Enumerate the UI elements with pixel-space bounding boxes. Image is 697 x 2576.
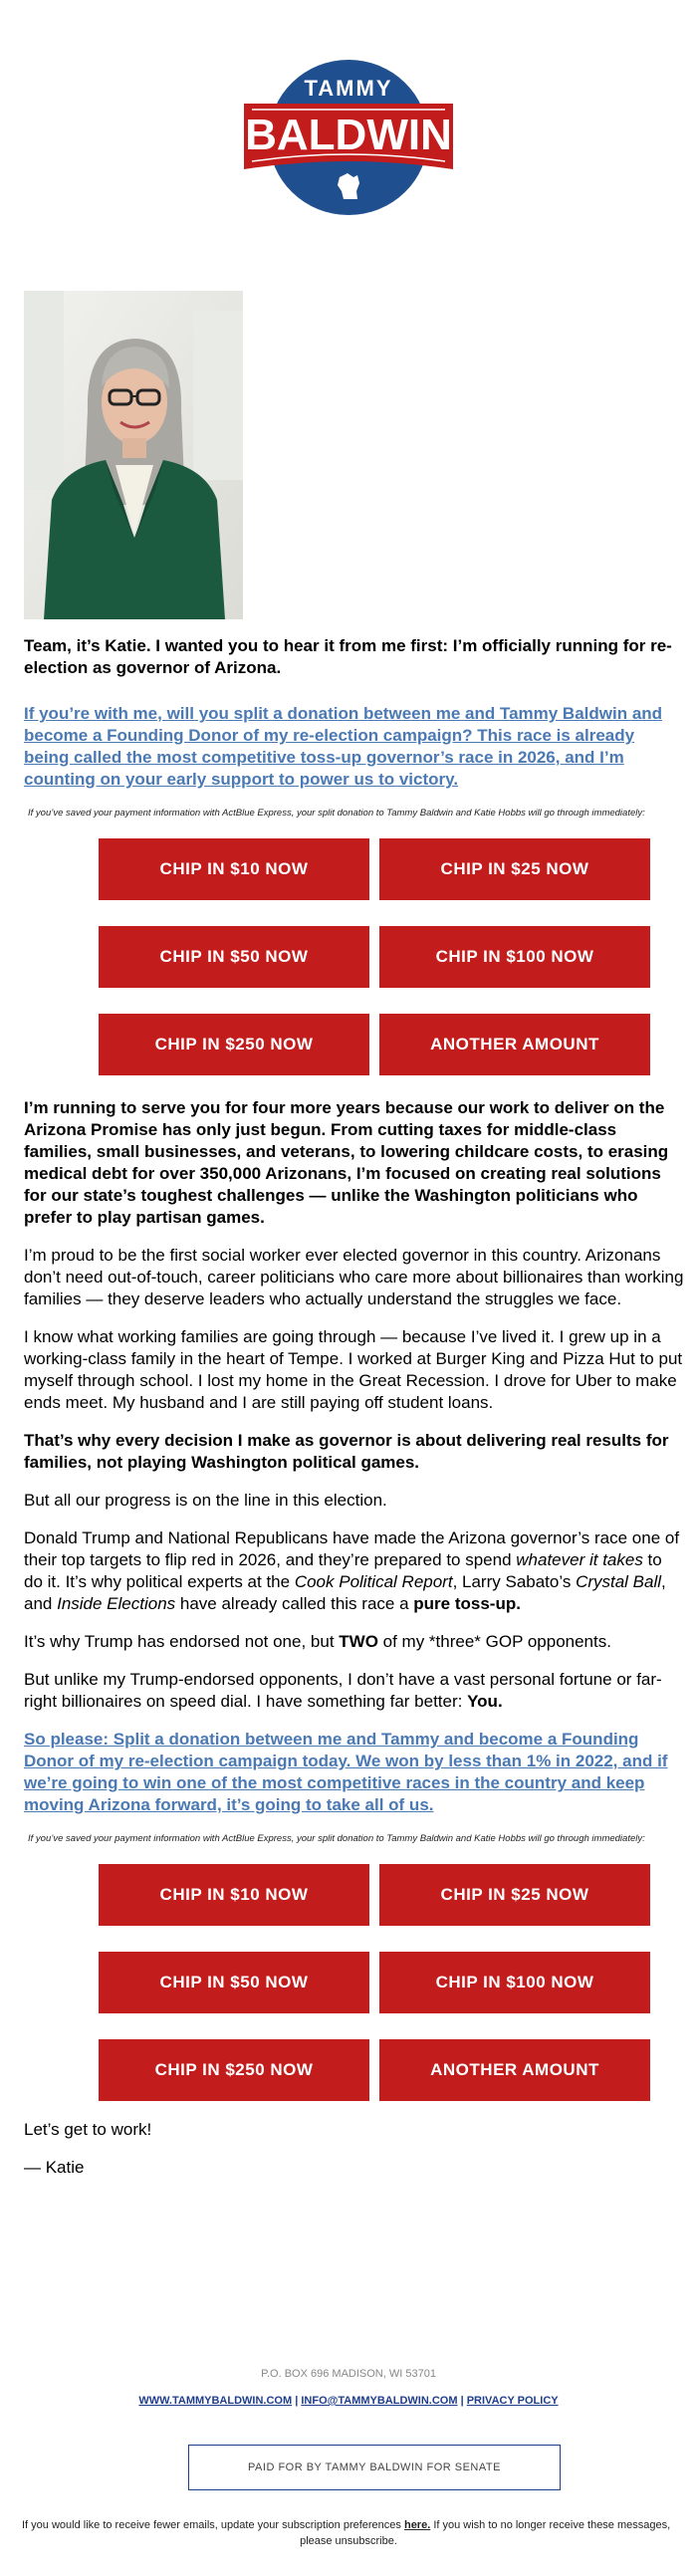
unlike-paragraph [24,1669,697,1713]
chip-in-25-button[interactable]: CHIP IN $25 NOW [379,1864,650,1926]
intro-paragraph [24,635,697,679]
chip-in-50-button[interactable]: CHIP IN $50 NOW [99,926,369,988]
unlike-line: But unlike my Trump-endorsed opponents, I don’t have a vast personal fortune or far- [24,1670,662,1689]
unlike-line: right billionaires on speed dial. I have something far better: You. [24,1692,503,1711]
proud-paragraph [24,1245,697,1310]
donation-buttons-2 [99,1864,650,2101]
another-amount-button[interactable]: ANOTHER AMOUNT [379,1014,650,1075]
donate-link-line[interactable]: counting on your early support to power us to victory. [24,770,459,789]
know-line: ends meet. My husband and I are still paying off student loans. [24,1393,494,1412]
progress-paragraph: But all our progress is on the line in this election. [24,1491,387,1510]
intro-line: Team, it’s Katie. I wanted you to hear it from me first: I’m officially running for re- [24,636,672,655]
trump-line: and Inside Elections have already called this race a pure toss-up. [24,1594,521,1613]
footer-separator: | [457,2395,467,2407]
chip-in-10-button[interactable]: CHIP IN $10 NOW [99,838,369,900]
logo-main-text: BALDWIN [245,111,452,159]
trump-line: Donald Trump and National Republicans have made the Arizona governor’s race one of [24,1528,680,1547]
serve-paragraph [24,1097,697,1229]
donate-link-line[interactable]: being called the most competitive toss-up governor’s race in 2026, and I’m [24,748,624,767]
serve-line: I’m running to serve you for four more years because our work to deliver on the [24,1098,665,1117]
donate-link-line[interactable]: If you’re with me, will you split a donation between me and Tammy Baldwin and [24,704,663,723]
serve-line: families, small businesses, and veterans, to lowering childcare costs, to erasing [24,1142,669,1161]
actblue-express-note: If you’ve saved your payment information with ActBlue Express, your split donation to Tammy Baldwin and Katie Hobbs will go through immediately: [28,808,645,819]
donate-link-line[interactable]: we’re going to win one of the most competitive races in the country and keep [24,1773,645,1792]
logo-top-text: TAMMY [304,76,393,101]
email-link[interactable]: INFO@TAMMYBALDWIN.COM [301,2395,458,2407]
why-line: That’s why every decision I make as governor is about delivering real results for [24,1431,669,1450]
donate-link-line[interactable]: So please: Split a donation between me and Tammy and become a Founding [24,1730,639,1749]
chip-in-50-button[interactable]: CHIP IN $50 NOW [99,1952,369,2013]
chip-in-100-button[interactable]: CHIP IN $100 NOW [379,1952,650,2013]
donate-link-line[interactable]: become a Founding Donor of my re-election campaign? This race is already [24,726,635,745]
katie-hobbs-photo [24,291,243,619]
donation-buttons [99,838,650,1075]
footer-links [0,2395,697,2407]
preferences-link[interactable]: here. [403,2519,431,2531]
chip-in-250-button[interactable]: CHIP IN $250 NOW [99,1014,369,1075]
donate-link-line[interactable]: Donor of my re-election campaign today. We won by less than 1% in 2022, and if [24,1752,668,1770]
serve-line: medical debt for over 350,000 Arizonans, I’m focused on creating real solutions [24,1164,661,1183]
chip-in-10-button[interactable]: CHIP IN $10 NOW [99,1864,369,1926]
unsubscribe-link[interactable]: please unsubscribe. [300,2535,397,2547]
email-body [24,635,697,2179]
know-paragraph [24,1326,697,1414]
privacy-policy-link[interactable]: PRIVACY POLICY [466,2395,559,2407]
actblue-express-note-2: If you’ve saved your payment information with ActBlue Express, your split donation to Tammy Baldwin and Katie Hobbs will go through immediately: [28,1833,645,1844]
know-line: working-class family in the heart of Tempe. I worked at Burger King and Pizza Hut to put [24,1349,683,1368]
another-amount-button[interactable]: ANOTHER AMOUNT [379,2039,650,2101]
signature: — Katie [24,2158,85,2177]
serve-line: for our state’s toughest challenges — unlike the Washington politicians who [24,1186,638,1205]
intro-line: election as governor of Arizona. [24,658,282,677]
proud-line: I’m proud to be the first social worker ever elected governor in this country. Arizonans [24,1246,661,1265]
footer-separator: | [292,2395,302,2407]
proud-line: families — they deserve leaders who actually understand the struggles we face. [24,1289,622,1308]
serve-line: prefer to play partisan games. [24,1208,265,1227]
serve-line: Arizona Promise has only just begun. From cutting taxes for middle-class [24,1120,617,1139]
chip-in-250-button[interactable]: CHIP IN $250 NOW [99,2039,369,2101]
ask-link-paragraph-2[interactable] [24,1729,697,1816]
trump-line: do it. It’s why political experts at the Cook Political Report, Larry Sabato’s Crystal Ball, [24,1572,666,1591]
paid-for-disclaimer: PAID FOR BY TAMMY BALDWIN FOR SENATE [188,2445,561,2490]
proud-line: don’t need out-of-touch, career politicians who care more about billionaires than working [24,1268,684,1287]
know-line: myself through school. I lost my home in the Great Recession. I drove for Uber to make [24,1371,677,1390]
trump-paragraph [24,1527,697,1615]
ask-link-paragraph[interactable] [24,703,697,791]
chip-in-25-button[interactable]: CHIP IN $25 NOW [379,838,650,900]
tammy-baldwin-logo[interactable] [244,58,453,217]
donate-link-line[interactable]: moving Arizona forward, it’s going to take all of us. [24,1795,434,1814]
website-link[interactable]: WWW.TAMMYBALDWIN.COM [138,2395,293,2407]
trump-line: their top targets to flip red in 2026, and they’re prepared to spend whatever it takes to [24,1550,662,1569]
footer-address: P.O. BOX 696 MADISON, WI 53701 [261,2368,436,2380]
know-line: I know what working families are going through — because I’ve lived it. I grew up in a [24,1327,661,1346]
closing-line: Let’s get to work! [24,2120,152,2139]
chip-in-100-button[interactable]: CHIP IN $100 NOW [379,926,650,988]
endorse-paragraph: It’s why Trump has endorsed not one, but TWO of my *three* GOP opponents. [24,1632,611,1651]
why-line: families, not playing Washington political games. [24,1453,420,1472]
unsubscribe-notice: If you would like to receive fewer emails, update your subscription preferences here. If you wish to no longer receive these messages, please unsubscribe. [22,2519,671,2547]
why-paragraph [24,1430,697,1474]
